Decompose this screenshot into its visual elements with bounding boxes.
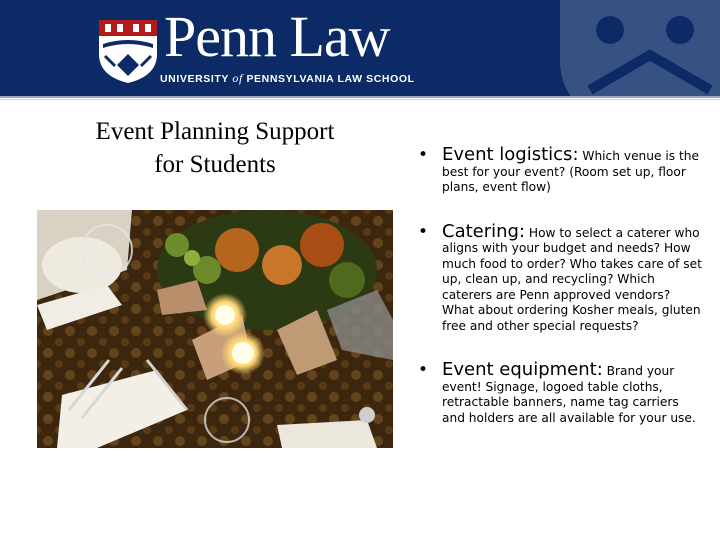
slide-title <box>70 115 360 181</box>
bullet-dot-icon: • <box>418 360 429 380</box>
shield-watermark-icon <box>530 0 720 96</box>
table-setting-photo <box>37 210 393 448</box>
bullet-list <box>418 145 703 426</box>
bullet-text: Brand your event! Signage, logoed table cloths, retractable banners, name tag carriers and holders are all available for your use. <box>442 364 696 425</box>
bullet-dot-icon: • <box>418 145 429 165</box>
penn-shield-logo-icon <box>97 18 159 84</box>
slide-title-line2: for Students <box>154 151 276 178</box>
bullet-text: How to select a caterer who aligns with your budget and needs? How much food to order? Who takes care of set up, clean up, and recycling? Which caterers are Penn approved vendors? What about ordering Kosher meals, gluten free and other special requests? <box>442 225 702 333</box>
bullet-heading: Event equipment: <box>442 359 603 380</box>
header-divider <box>0 96 720 98</box>
bullet-event-logistics <box>418 145 703 196</box>
header-divider-thin <box>0 99 720 100</box>
penn-law-wordmark: Penn Law <box>164 4 390 69</box>
bullet-catering <box>418 222 703 335</box>
law-school-subtitle: UNIVERSITY of PENNSYLVANIA LAW SCHOOL <box>160 71 415 85</box>
bullet-event-equipment <box>418 360 703 426</box>
bullet-heading: Event logistics: <box>442 144 579 165</box>
bullet-text: Which venue is the best for your event? (Room set up, floor plans, event flow) <box>442 149 699 194</box>
bullet-heading: Catering: <box>442 220 526 242</box>
slide-title-line1: Event Planning Support <box>95 118 335 145</box>
header-banner <box>0 0 720 96</box>
bullet-dot-icon: • <box>418 221 429 242</box>
